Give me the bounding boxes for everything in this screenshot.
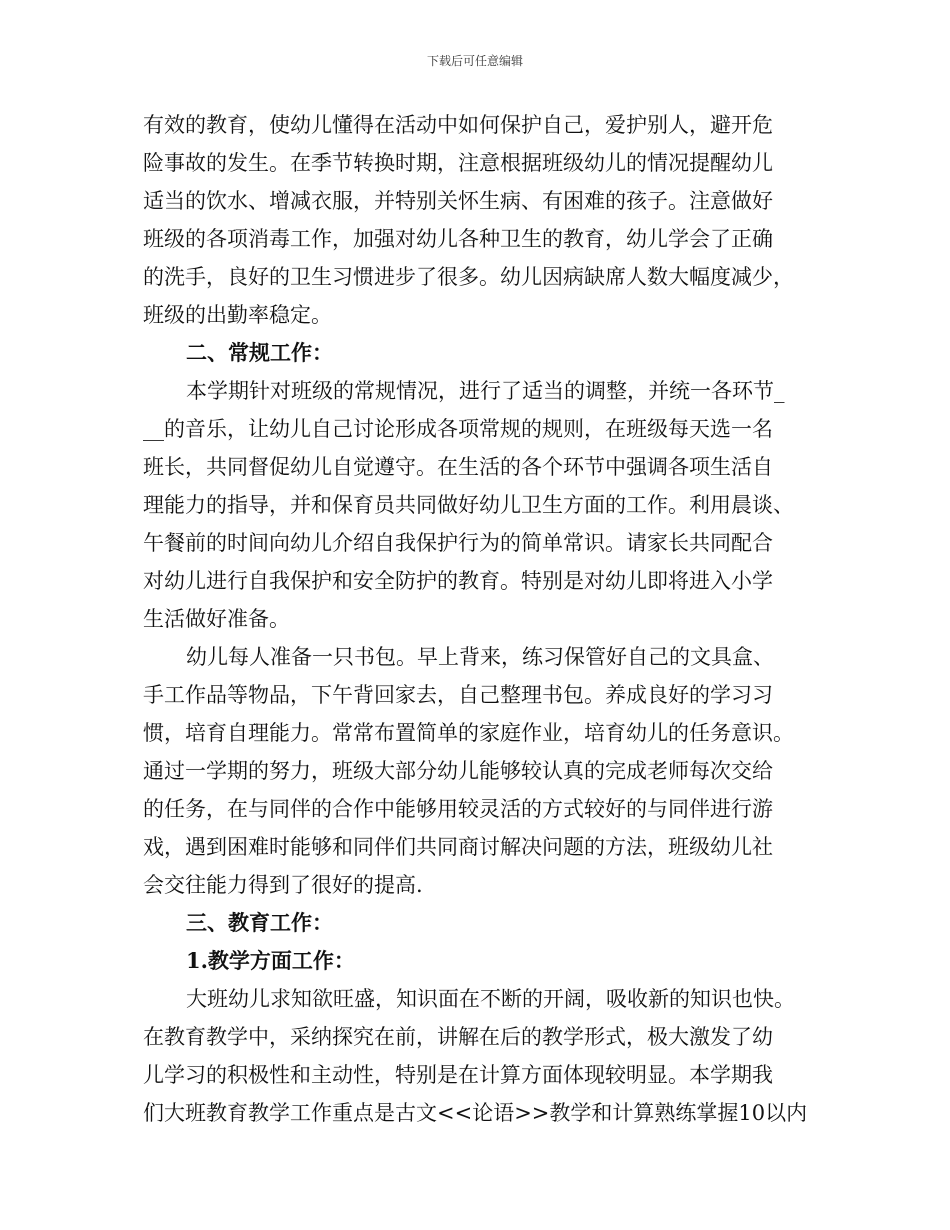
text-line: 有效的教育，使幼儿懂得在活动中如何保护自己，爱护别人，避开危 xyxy=(143,113,773,137)
text-line: 班级的出勤率稳定。 xyxy=(143,303,332,327)
subsection-heading-teaching: 1.教学方面工作： xyxy=(186,948,355,973)
text-line: 戏，遇到困难时能够和同伴们共同商讨解决问题的方法，班级幼儿社 xyxy=(143,835,773,859)
text-line: 适当的饮水、增减衣服，并特别关怀生病、有困难的孩子。注意做好 xyxy=(143,189,773,213)
section-heading-education: 三、教育工作： xyxy=(186,910,333,935)
text-line: 通过一学期的努力，班级大部分幼儿能够较认真的完成老师每次交给 xyxy=(143,759,773,783)
paragraph-teaching xyxy=(143,980,815,1132)
paragraph-routine xyxy=(143,372,815,638)
text-line: 在教育教学中，采纳探究在前，讲解在后的教学形式，极大激发了幼 xyxy=(143,1025,773,1049)
text-line: 的任务，在与同伴的合作中能够用较灵活的方式较好的与同伴进行游 xyxy=(143,797,773,821)
text-line: 的洗手，良好的卫生习惯进步了很多。幼儿因病缺席人数大幅度减少， xyxy=(143,265,794,289)
text-line: 大班幼儿求知欲旺盛，知识面在不断的开阔，吸收新的知识也快。 xyxy=(186,987,795,1011)
document-body xyxy=(143,106,815,1132)
text-line: 班级的各项消毒工作，加强对幼儿各种卫生的教育，幼儿学会了正确 xyxy=(143,227,773,251)
page-header: 下载后可任意编辑 xyxy=(426,54,523,68)
paragraph-safety-tail xyxy=(143,106,815,334)
section-heading-routine: 二、常规工作： xyxy=(186,340,333,365)
text-line: 班长，共同督促幼儿自觉遵守。在生活的各个环节中强调各项生活自 xyxy=(143,455,773,479)
paragraph-schoolbag xyxy=(143,638,815,904)
text-line: 对幼儿进行自我保护和安全防护的教育。特别是对幼儿即将进入小学 xyxy=(143,569,773,593)
text-line: 理能力的指导，并和保育员共同做好幼儿卫生方面的工作。利用晨谈、 xyxy=(143,493,794,517)
text-line: 幼儿每人准备一只书包。早上背来，练习保管好自己的文具盒、 xyxy=(186,645,774,669)
text-line: 会交往能力得到了很好的提高. xyxy=(143,873,423,897)
text-line: 们大班教育教学工作重点是古文<<论语>>教学和计算熟练掌握10以内 xyxy=(143,1101,808,1125)
text-line: __的音乐，让幼儿自己讨论形成各项常规的规则，在班级每天选一名 xyxy=(143,417,773,441)
text-line: 本学期针对班级的常规情况，进行了适当的调整，并统一各环节_ xyxy=(186,379,785,403)
text-line: 惯，培育自理能力。常常布置简单的家庭作业，培育幼儿的任务意识。 xyxy=(143,721,794,745)
text-line: 午餐前的时间向幼儿介绍自我保护行为的简单常识。请家长共同配合 xyxy=(143,531,773,555)
text-line: 生活做好准备。 xyxy=(143,607,290,631)
text-line: 儿学习的积极性和主动性，特别是在计算方面体现较明显。本学期我 xyxy=(143,1063,773,1087)
text-line: 手工作品等物品，下午背回家去，自己整理书包。养成良好的学习习 xyxy=(143,683,773,707)
text-line: 险事故的发生。在季节转换时期，注意根据班级幼儿的情况提醒幼儿 xyxy=(143,151,773,175)
